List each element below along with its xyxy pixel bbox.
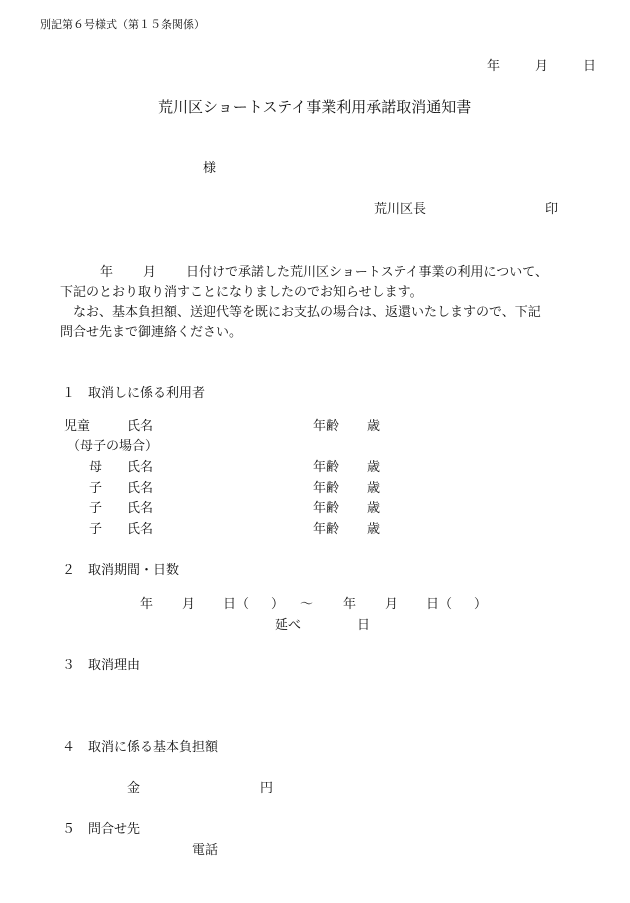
section2-heading: ２ 取消期間・日数 xyxy=(62,563,180,578)
mother-age-label: 年齢 xyxy=(313,460,340,475)
document-title: 荒川区ショートステイ事業利用承諾取消通知書 xyxy=(158,98,472,116)
section3-heading: ３ 取消理由 xyxy=(62,658,141,673)
kid3-age-label: 年齢 xyxy=(313,522,340,537)
kid1-age-label: 年齢 xyxy=(313,481,340,496)
kid1-label: 子 xyxy=(89,481,103,496)
section1-heading: １ 取消しに係る利用者 xyxy=(62,386,206,401)
period-start-year: 年 xyxy=(140,597,154,612)
issuer-name: 荒川区長 xyxy=(374,202,427,217)
date-month: 月 xyxy=(535,59,549,74)
child-name-label: 氏名 xyxy=(127,419,154,434)
child-age-label: 年齢 xyxy=(313,419,340,434)
kid1-name-label: 氏名 xyxy=(127,481,154,496)
date-year: 年 xyxy=(487,59,501,74)
seal-mark: 印 xyxy=(545,202,559,217)
phone-label: 電話 xyxy=(192,843,219,858)
child-label: 児童 xyxy=(64,419,91,434)
body-year: 年 xyxy=(100,265,114,280)
period-tilde: ～ xyxy=(300,597,314,612)
body-line-3: なお、基本負担額、送迎代等を既にお支払の場合は、返還いたしますので、下記 xyxy=(60,305,541,320)
body-line-1 xyxy=(60,263,560,283)
period-end-close: ） xyxy=(474,597,488,612)
kid2-name-label: 氏名 xyxy=(127,501,154,516)
child-age-unit: 歳 xyxy=(367,419,381,434)
kid2-label: 子 xyxy=(89,501,103,516)
kid1-age-unit: 歳 xyxy=(367,481,381,496)
kid3-label: 子 xyxy=(89,522,103,537)
body-line-2: 下記のとおり取り消すことになりましたのでお知らせします。 xyxy=(60,285,423,300)
mother-age-unit: 歳 xyxy=(367,460,381,475)
body-paragraph xyxy=(60,263,560,343)
yen-unit: 円 xyxy=(260,781,274,796)
recipient-honorific: 様 xyxy=(203,161,217,176)
period-start-month: 月 xyxy=(182,597,196,612)
body-line-1-text: 日付けで承諾した荒川区ショートステイ事業の利用について、 xyxy=(186,265,548,280)
money-label: 金 xyxy=(127,781,141,796)
mother-name-label: 氏名 xyxy=(127,460,154,475)
section5-heading: ５ 問合せ先 xyxy=(62,822,141,837)
kid3-age-unit: 歳 xyxy=(367,522,381,537)
kid2-age-label: 年齢 xyxy=(313,501,340,516)
mother-child-note: （母子の場合） xyxy=(67,439,159,454)
date-day: 日 xyxy=(583,59,597,74)
kid2-age-unit: 歳 xyxy=(367,501,381,516)
period-start-day: 日（ xyxy=(223,597,250,612)
body-month: 月 xyxy=(143,265,157,280)
period-end-day: 日（ xyxy=(426,597,453,612)
period-end-year: 年 xyxy=(343,597,357,612)
period-start-close: ） xyxy=(271,597,285,612)
total-days-unit: 日 xyxy=(357,618,371,633)
period-end-month: 月 xyxy=(385,597,399,612)
form-number: 別記第６号様式（第１５条関係） xyxy=(40,18,205,31)
kid3-name-label: 氏名 xyxy=(127,522,154,537)
body-line-4: 問合せ先まで御連絡ください。 xyxy=(60,325,243,340)
total-days-label: 延べ xyxy=(275,618,302,633)
mother-label: 母 xyxy=(89,460,103,475)
section4-heading: ４ 取消に係る基本負担額 xyxy=(62,740,219,755)
